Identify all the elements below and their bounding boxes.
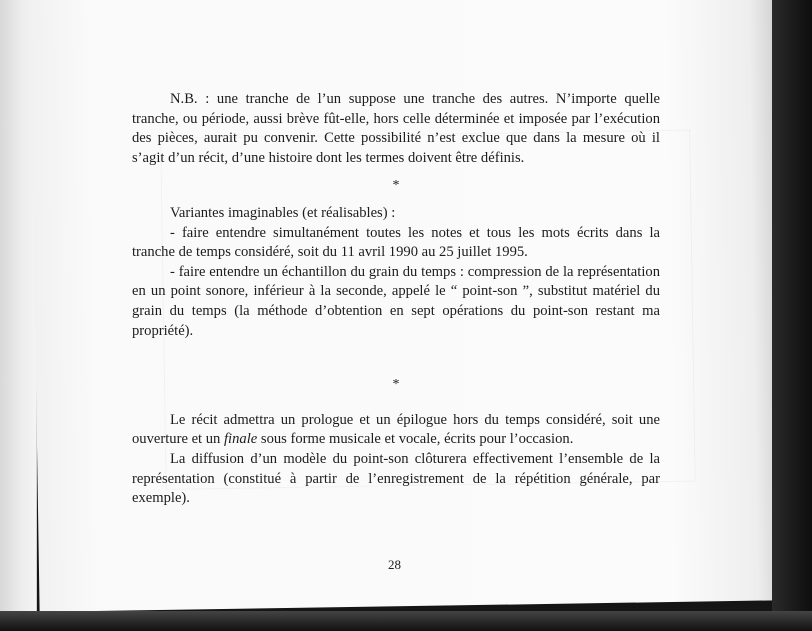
closing-paragraph: Le récit admettra un prologue et un épilogue hors du temps considéré, soit une ouverture et un finale sous forme musicale et vocale, écrits pour l’occasion. — [132, 411, 660, 448]
variant-item: - faire entendre un échantillon du grain du temps : compression de la représentation en un point sonore, inférieur à la seconde, appelé le “ point-son ”, substitut matériel du grain du temps (la méthode d’obtention en sept opérations du point-son restant ma propriété). — [132, 263, 660, 339]
closing-paragraph: La diffusion d’un modèle du point-son clôturera effectivement l’ensemble de la représentation (constitué à partir de l’enregistrement de la répétition générale, par exemple). — [132, 450, 660, 507]
variant-item: - faire entendre simultanément toutes les notes et tous les mots écrits dans la tranche de temps considéré, soit du 11 avril 1990 au 25 juillet 1995. — [132, 224, 660, 261]
body-text — [132, 90, 660, 509]
bottom-shadow — [0, 611, 812, 631]
nb-paragraph: N.B. : une tranche de l’un suppose une tranche des autres. N’importe quelle tranche, ou période, aussi brève fût-elle, hors celle déterminée et imposée par l’exécution des pièces, aurait pu convenir. Cette possibilité n’est exclue que dans la mesure où il s’agit d’un récit, d’une histoire dont les termes doivent être définis. — [132, 91, 660, 166]
page-number: 28 — [388, 557, 401, 572]
variants-heading: Variantes imaginables (et réalisables) : — [170, 204, 396, 221]
section-separator: * — [392, 178, 400, 194]
book-spine-shadow — [772, 0, 812, 631]
italic-word: finale — [224, 431, 258, 448]
section-separator: * — [392, 377, 400, 393]
